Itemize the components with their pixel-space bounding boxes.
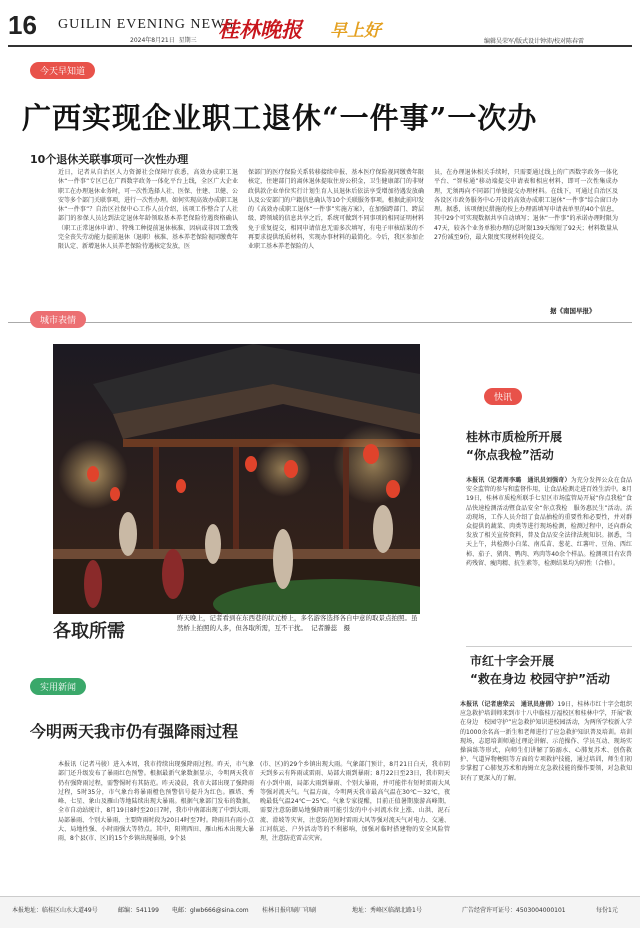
photo-title: 各取所需 bbox=[53, 621, 125, 642]
weather-column-2: (市、区)的29个乡镇出现大雨。气象部门预计，8月21日白天，我市阴天到多云有阵雨或雷雨、局部大雨到暴雨；8月22日至23日，我市阴天有小到中雨，局部大雨到暴雨、个别大暴雨，并可能伴有短时雷雨大风等强对流天气。气温方面，今明两天我市最高气温在30℃～32℃，夜晚最低气温24℃～25℃。气象专家提醒，目前正值暑期旅游高峰期，需要注意防御局地强降雨可能引发的中小河流水位上涨、山洪、泥石流、滑坡等灾害，注意防范短时雷雨大风等强对流天气对电力、交通、江河航运、户外活动等的不利影响，加强对临时搭建物的安全风险管理，注意防范雷击灾害。 bbox=[260, 761, 450, 843]
weather-column-1: 本报讯（记者马骏）进入本周，我市持续出现强降雨过程。昨天，市气象部门还升级发布了暴雨红色预警。根据最新气象数据显示，今明两天我市仍有强降雨过程，需警惕时有其防范。昨天凌晨，我市大部出现了强降雨过程，5时35分，市气象台将暴雨橙色预警信号提升为红色。雁塔、秀峰、七星、象山及雁山等地陆续出现大暴雨。根据气象部门发布的数据，全市自动站统计，8月19日8时至20日7时，我市中南部出现了中到大雨、局部暴雨、个别大暴雨，主要降雨时段为20日4时至7时。降雨具有雨小点大、局地性强、小时雨强大等特点。其中，阳朔西田、雁山柘木出现大暴雨，8个县(市、区)的15个乡镇出现暴雨，9个县 bbox=[58, 761, 254, 843]
flash-body-1: 为充分发挥公众在食品安全监管的参与和监督作用，让食品检测走进百姓生活中。8月19日，桂林市质检所联手七星区市场监管局开展“你点我检”食品快速检测活动暨食品安全“你点我检 服务惠民生”活动。活动现场，工作人员介绍了食品抽检的重要性和必要性，并对群众提供的蔬菜、肉类等进行现场检测，检测过程中，还向群众发放了相关宣传资料，普及食品安全法律法规知识。据悉，当天上午，共检测小白菜、南瓜苗、葱花、红薯叶、豆角、西红柿、茄子、猪肉、鸭肉、鸡肉等40余个样品。检测项目有农兽药残留、瘦肉精、抗生素等，检测结果均为阴性（合格）。 bbox=[466, 477, 632, 567]
section-tag-city: 城市表情 bbox=[30, 311, 86, 328]
section-tag-practical: 实用新闻 bbox=[30, 678, 86, 695]
paper-name-cn: 桂林晚报 bbox=[218, 17, 302, 42]
caption-text: 昨天晚上，记者看到在东西巷的状元桥上，多名游客选择各自中意的取景点拍照。虽然桥上拍照的人多，但各取所需，互不干扰。 bbox=[177, 614, 418, 632]
issue-date bbox=[130, 35, 197, 44]
footer-license: 广告经营许可证号：4503004000101 bbox=[462, 907, 566, 914]
section-name: 早上好 bbox=[330, 21, 381, 41]
flash-story-1 bbox=[466, 476, 632, 636]
flash-byline-1: 本报讯（记者周李璐 通讯员刘强奇） bbox=[466, 477, 571, 484]
flash-headline-2-line1: 市红十字会开展 bbox=[470, 654, 555, 668]
footer-email: 电邮：glwb666@sina.com bbox=[172, 907, 249, 914]
footer-price: 每份1元 bbox=[596, 907, 618, 914]
flash-headline-1-line1: 桂林市质检所开展 bbox=[466, 430, 563, 444]
flash-byline-2: 本报讯（记者唐荣云 通讯员唐倩） bbox=[460, 701, 558, 708]
section-tag-today: 今天早知道 bbox=[30, 62, 95, 79]
weekday: 星期三 bbox=[178, 37, 197, 44]
photo-credit: 记者滕蕊 摄 bbox=[311, 624, 351, 632]
section-tag-flash: 快讯 bbox=[484, 388, 522, 405]
section-divider bbox=[8, 322, 632, 323]
flash-headline-2-line2: “救在身边 校园守护”活动 bbox=[470, 672, 610, 686]
flash-body-2: 19日，桂林市红十字会组织应急救护培训师来到市十八中临桂万福校区和桂林中学，开展“救在身边 校园守护”应急救护知识进校园活动，为两所学校新入学的1000余名高一新生和老师进行了应急救护知识普及培训。培训现场，志愿培训师通过理论讲解、示范操作、学员互动、现场实操演练等形式，向师生们讲解了防溺水、心肺复苏术、创伤救护、气道异物梗阻等方面的专项救护技能，通过培训，师生们初步掌握了心肺复苏术和海姆立克急救技能的操作要领，对急救知识有了更深入的了解。 bbox=[460, 701, 632, 782]
footer-address: 本报地址：临桂区山水大道49号 bbox=[12, 907, 98, 914]
story-column-1: 近日，记者从自治区人力资源社会保障厅获悉，高效办成职工退休“一件事”专区已在广西数字政务一体化平台上线，全区广大企业职工在办理退休业务时，可一次性选择人社、医保、住建、卫健、公安等多个部门关联事项，进行一次性办理。如何实现高效办成职工退休“一件事”？自治区社保中心工作人员介绍，该项工作整合了人社部门的参保人员达到法定退休年龄领取基本养老保险待遇资格确认（职工正常退休申请）、特殊工种提前退休核准、因病或非因工致残完全丧失劳动能力提前退休（退职）核准、基本养老保险视同缴费年限认定、新增退休人员养老保险待遇核定发放，医 bbox=[58, 169, 238, 251]
page-footer bbox=[0, 896, 640, 928]
story-column-3: 员，在办理退休相关手续时，只需要通过线上的广西数字政务一体化平台、“智桂通”移动端提交申请表和相应材料，即可一次性集成办理，无须再向不同部门单独提交办理材料。在线下，可通过自治区及各设区市政务服务中心开设的高效办成职工退休“一件事”综合窗口办理。据悉，该项便民措施的按上办理需填写申请表单里的40个信息，其中29个可实现数据共享自动填写；退休“一件事”的承诺办理时限为47天，较各个业务单独办理的总时限139天缩短了92天；材料数量从27份减至9份，最大限度实现材料免提交。 bbox=[434, 169, 618, 242]
footer-printer: 桂林日报印刷厂印刷 bbox=[262, 907, 317, 914]
editors-line: 编辑吴荣军/版式设计钟沛/校对陈春雷 bbox=[484, 38, 585, 45]
page-number: 16 bbox=[8, 10, 37, 40]
footer-postcode: 邮编：541199 bbox=[118, 907, 159, 914]
paper-name-en: GUILIN EVENING NEWS bbox=[58, 17, 235, 32]
night-bridge-scene bbox=[53, 344, 420, 614]
photo-caption bbox=[177, 613, 420, 633]
masthead-rule bbox=[8, 45, 632, 47]
page-headline: 广西实现企业职工退休“一件事”一次办 bbox=[22, 101, 538, 135]
story-subhead: 10个退休关联事项可一次性办理 bbox=[30, 153, 189, 166]
story-column-2: 保部门的医疗保险关系转移接续申报、基本医疗保险视同缴费年限核定，住建部门的离休退休提取住房公积金，卫生健康部门的非财政供款企业单位实行计划生育人员退休后依法享受增加待遇发放确认及公安部门的户籍信息确认等10个关联服务事项。根据此前印发的《高效办成职工退休“一件事”实施方案》，在加强跨部门、跨层级、跨领域的信息共享之后，系统可做到不同事项的相同证明材料免于重复提交，相同申请信息无需多次填写，有电子审核结果的不再要求提供纸质材料，实现办事材料的最简化。今后，我区参加企业职工基本养老保险的人 bbox=[248, 169, 424, 251]
source-credit: 据《南国早报》 bbox=[550, 307, 596, 315]
news-photo bbox=[53, 344, 420, 614]
flash-story-2 bbox=[460, 700, 632, 880]
flash-headline-2 bbox=[470, 652, 638, 688]
flash-headline-1 bbox=[466, 428, 634, 464]
date: 2024年8月21日 bbox=[130, 37, 175, 44]
flash-headline-1-line2: “你点我检”活动 bbox=[466, 448, 554, 462]
weather-headline: 今明两天我市仍有强降雨过程 bbox=[30, 722, 239, 741]
footer-printer-address: 地址：秀峰区临湖北路1号 bbox=[352, 907, 422, 914]
flash-divider bbox=[466, 646, 632, 647]
